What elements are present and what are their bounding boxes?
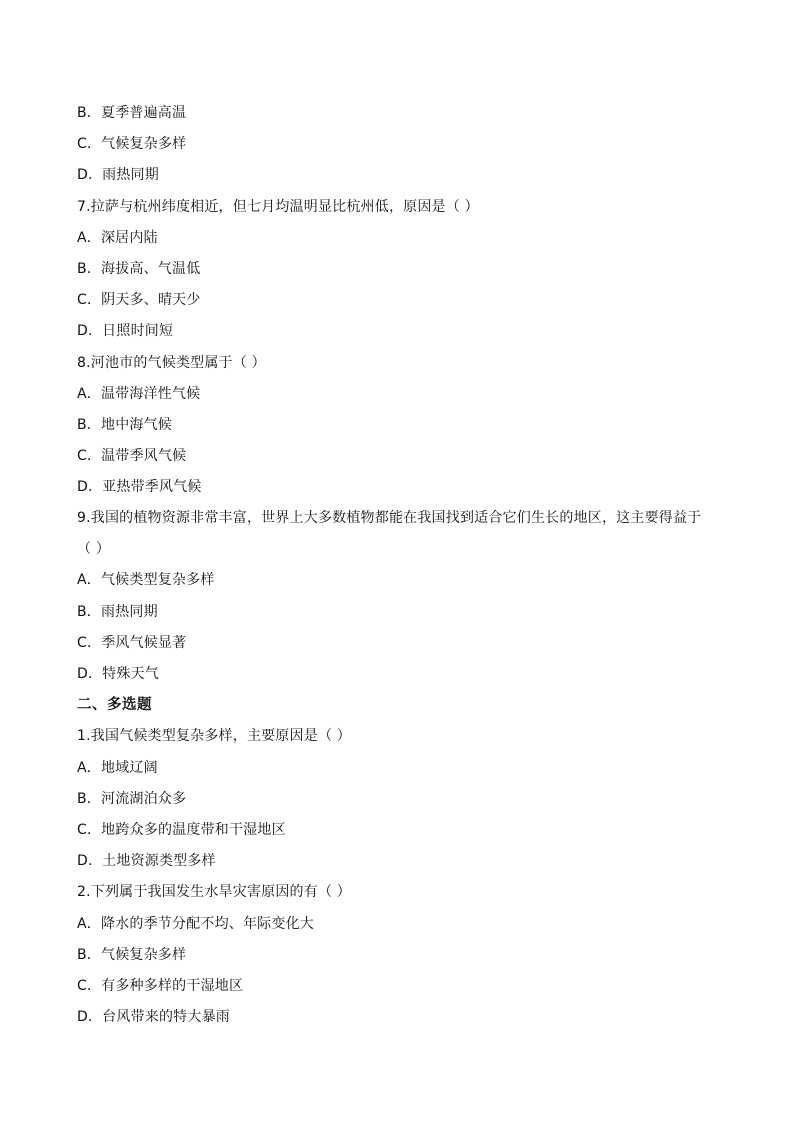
option-c: C．地跨众多的温度带和干湿地区 xyxy=(77,821,286,838)
option-b: B．气候复杂多样 xyxy=(77,946,187,963)
option-b: B．地中海气候 xyxy=(77,416,173,433)
option-a: A．降水的季节分配不均、年际变化大 xyxy=(77,915,314,932)
option-a: A．深居内陆 xyxy=(77,229,158,246)
option-b: B．河流湖泊众多 xyxy=(77,790,187,807)
option-d: D．雨热同期 xyxy=(77,167,159,184)
option-c: C．有多种多样的干湿地区 xyxy=(77,977,244,994)
option-d: D．台风带来的特大暴雨 xyxy=(77,1009,230,1026)
question-8: 8.河池市的气候类型属于（ ） xyxy=(77,354,266,371)
multi-question-1: 1.我国气候类型复杂多样，主要原因是（ ） xyxy=(77,728,352,745)
section-title-multiple-choice: 二、多选题 xyxy=(77,697,152,714)
option-b: B．雨热同期 xyxy=(77,603,158,620)
option-b: B．海拔高、气温低 xyxy=(77,260,201,277)
question-content xyxy=(77,98,727,1033)
option-d: D．亚热带季风气候 xyxy=(77,479,202,496)
option-a: A．气候类型复杂多样 xyxy=(77,572,215,589)
multi-question-2: 2.下列属于我国发生水旱灾害原因的有（ ） xyxy=(77,884,352,901)
option-d: D．日照时间短 xyxy=(77,323,174,340)
option-a: A．地域辽阔 xyxy=(77,759,158,776)
option-b: B．夏季普遍高温 xyxy=(77,105,187,121)
question-9: 9.我国的植物资源非常丰富，世界上大多数植物都能在我国找到适合它们生长的地区，这主要得益于 xyxy=(77,510,702,527)
question-7: 7.拉萨与杭州纬度相近，但七月均温明显比杭州低，原因是（ ） xyxy=(77,198,479,215)
option-c: C．阴天多、晴天少 xyxy=(77,292,201,309)
option-c: C．气候复杂多样 xyxy=(77,136,187,153)
option-c: C．季风气候显著 xyxy=(77,634,187,651)
option-c: C．温带季风气候 xyxy=(77,448,187,465)
option-d: D．特殊天气 xyxy=(77,666,159,682)
option-d: D．土地资源类型多样 xyxy=(77,853,216,870)
option-a: A．温带海洋性气候 xyxy=(77,385,201,402)
question-9-continuation: （ ） xyxy=(77,541,111,558)
